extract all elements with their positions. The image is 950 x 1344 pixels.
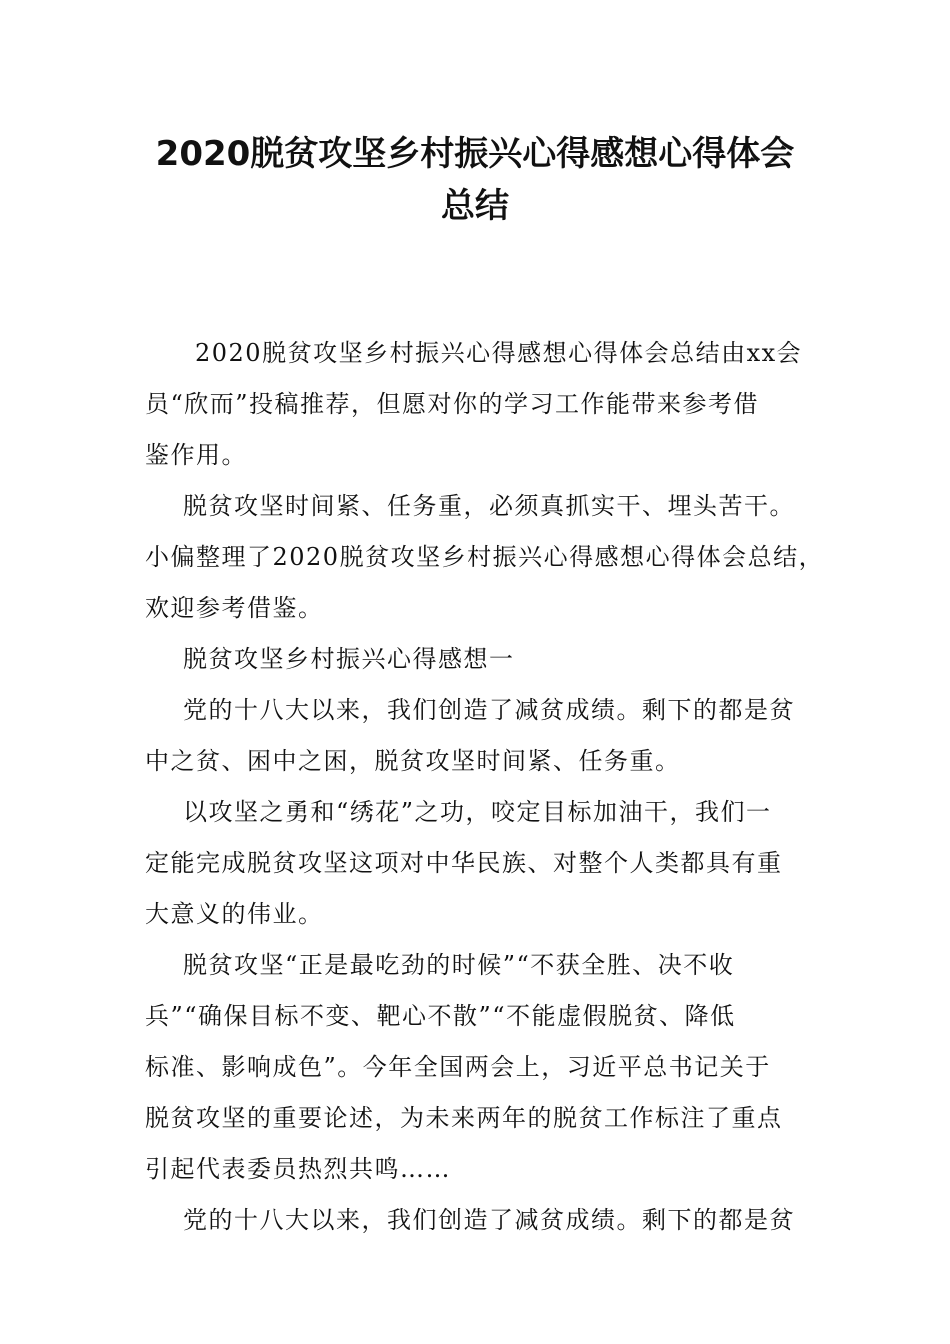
- text-line: 定能完成脱贫攻坚这项对中华民族、对整个人类都具有重: [145, 849, 783, 877]
- text-line: 党的十八大以来，我们创造了减贫成绩。剩下的都是贫: [183, 1206, 795, 1234]
- text-line: 鉴作用。: [145, 441, 247, 469]
- text-line: 标准、影响成色”。今年全国两会上，习近平总书记关于: [145, 1053, 771, 1081]
- text-line: 欢迎参考借鉴。: [145, 594, 324, 622]
- document-title: [120, 128, 830, 232]
- text-line: 引起代表委员热烈共鸣……: [145, 1155, 451, 1183]
- paragraph-intro: [145, 328, 810, 481]
- text-line: 大意义的伟业。: [145, 900, 324, 928]
- title-line-1: 2020脱贫攻坚乡村振兴心得感想心得体会: [155, 134, 795, 174]
- text-line: 中之贫、困中之困，脱贫攻坚时间紧、任务重。: [145, 747, 681, 775]
- paragraph-body: [145, 940, 810, 1195]
- text-line: 以攻坚之勇和“绣花”之功，咬定目标加油干，我们一: [183, 798, 772, 826]
- paragraph-body: [145, 787, 810, 940]
- text-line: 脱贫攻坚乡村振兴心得感想一: [183, 645, 515, 673]
- text-line: 兵”“确保目标不变、靶心不散”“不能虚假脱贫、降低: [145, 1002, 736, 1030]
- paragraph-editor-note: [145, 481, 825, 634]
- title-line-2: 总结: [441, 186, 509, 226]
- section-heading: [145, 634, 810, 685]
- text-line: 2020脱贫攻坚乡村振兴心得感想心得体会总结由xx会: [195, 339, 803, 367]
- text-line: 员“欣而”投稿推荐，但愿对你的学习工作能带来参考借: [145, 390, 760, 418]
- paragraph-body: [145, 1195, 810, 1246]
- text-line: 脱贫攻坚时间紧、任务重，必须真抓实干、埋头苦干。: [183, 492, 795, 520]
- document-body: [145, 328, 825, 1246]
- paragraph-body: [145, 685, 810, 787]
- text-line: 脱贫攻坚“正是最吃劲的时候”“不获全胜、决不收: [183, 951, 735, 979]
- text-line: 党的十八大以来，我们创造了减贫成绩。剩下的都是贫: [183, 696, 795, 724]
- text-line: 小偏整理了2020脱贫攻坚乡村振兴心得感想心得体会总结，: [145, 543, 825, 571]
- text-line: 脱贫攻坚的重要论述，为未来两年的脱贫工作标注了重点: [145, 1104, 783, 1132]
